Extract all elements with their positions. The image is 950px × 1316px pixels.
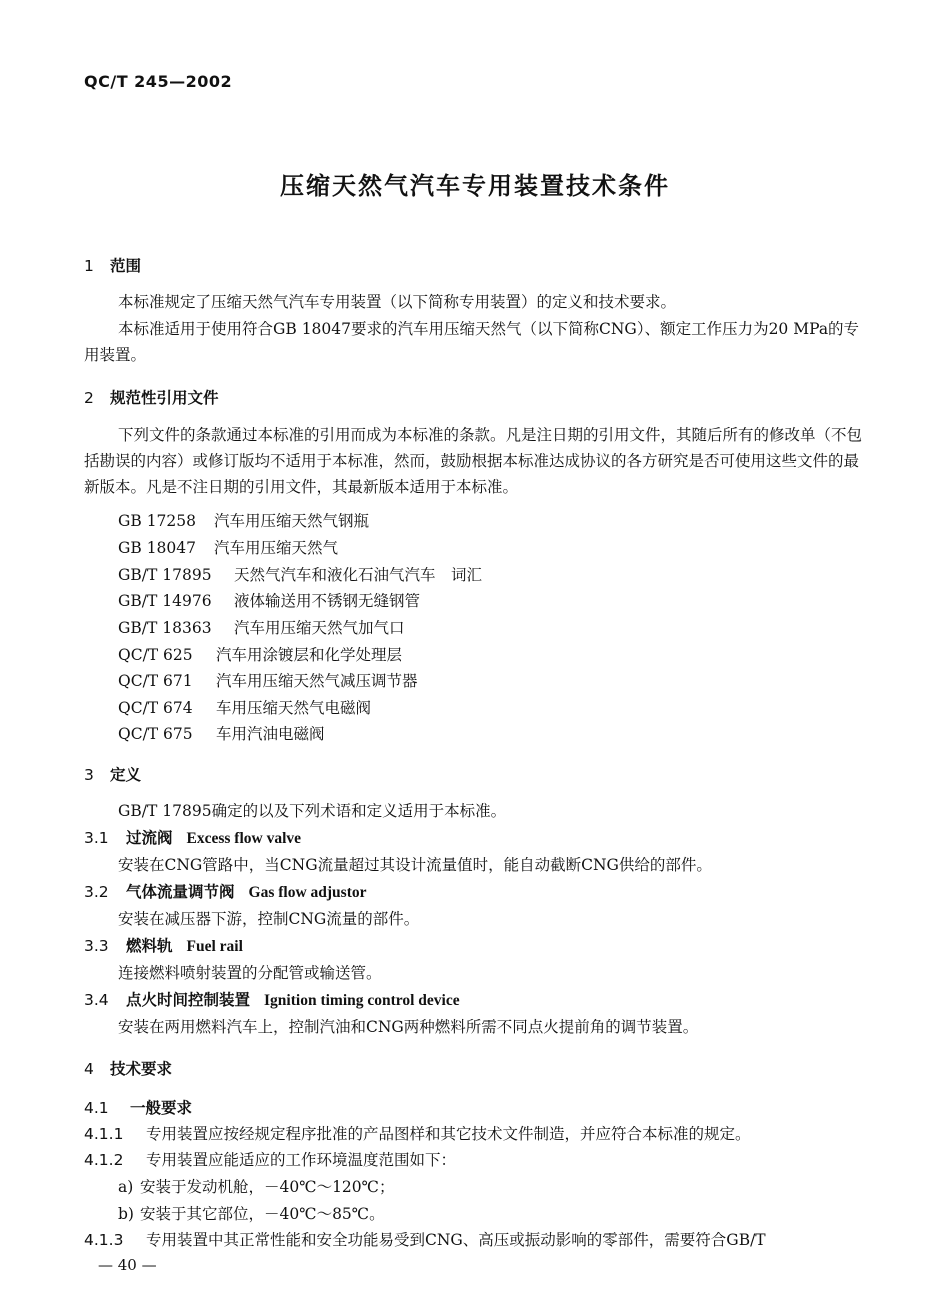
clause-number: 4.1.3 <box>84 1231 124 1249</box>
term-heading <box>84 934 243 956</box>
term-definition: 连接燃料喷射装置的分配管或输送管。 <box>118 964 382 982</box>
reference-name: 车用压缩天然气电磁阀 <box>216 699 372 717</box>
term-definition: 安装在减压器下游，控制CNG流量的部件。 <box>118 910 420 928</box>
clause-4-1-1 <box>84 1122 751 1144</box>
reference-code: QC/T 675 <box>118 725 193 743</box>
section-2-heading <box>84 386 219 408</box>
standard-code: QC/T 245—2002 <box>84 72 233 91</box>
term-chinese: 点火时间控制装置 <box>126 991 251 1009</box>
list-item <box>118 1175 395 1197</box>
section-title: 定义 <box>110 766 142 784</box>
page-number: — 40 — <box>98 1256 157 1274</box>
section-3-heading <box>84 763 141 785</box>
term-heading <box>84 826 301 848</box>
reference-item <box>118 722 325 744</box>
reference-name: 汽车用压缩天然气加气口 <box>234 619 405 637</box>
term-heading <box>84 988 460 1010</box>
section-number: 1 <box>84 257 94 275</box>
term-chinese: 过流阀 <box>126 829 173 847</box>
clause-4-1-3 <box>84 1228 766 1250</box>
document-title: 压缩天然气汽车专用装置技术条件 <box>280 172 670 200</box>
term-english: Excess flow valve <box>186 830 302 847</box>
term-number: 3.3 <box>84 937 109 955</box>
section-number: 3 <box>84 766 94 784</box>
reference-name: 汽车用压缩天然气钢瓶 <box>214 512 370 530</box>
list-label: b) <box>118 1205 134 1223</box>
reference-code: QC/T 671 <box>118 672 193 690</box>
clause-number: 4.1.2 <box>84 1151 124 1169</box>
term-number: 3.2 <box>84 883 109 901</box>
term-chinese: 气体流量调节阀 <box>126 883 235 901</box>
section-2-paragraph-1: 下列文件的条款通过本标准的引用而成为本标准的条款。凡是注日期的引用文件，其随后所有的修改单（不包括勘误的内容）或修订版均不适用于本标准，然而，鼓励根据本标准达成协议的各方研究是否可使用这些文件的最新版本。凡是不注日期的引用文件，其最新版本适用于本标准。 <box>84 426 863 496</box>
list-label: a) <box>118 1178 134 1196</box>
reference-item <box>118 589 420 611</box>
reference-item <box>118 509 369 531</box>
section-1-heading <box>84 254 141 276</box>
term-english: Ignition timing control device <box>264 992 460 1009</box>
section-title: 技术要求 <box>110 1060 173 1078</box>
reference-code: QC/T 625 <box>118 646 193 664</box>
section-title: 规范性引用文件 <box>110 389 219 407</box>
clause-text: 专用装置应按经规定程序批准的产品图样和其它技术文件制造，并应符合本标准的规定。 <box>146 1125 751 1143</box>
reference-code: GB/T 14976 <box>118 592 212 610</box>
section-3-paragraph-1: GB/T 17895确定的以及下列术语和定义适用于本标准。 <box>118 802 507 820</box>
term-english: Fuel rail <box>186 938 243 955</box>
term-chinese: 燃料轨 <box>126 937 173 955</box>
reference-code: GB 18047 <box>118 539 197 557</box>
section-1-paragraph-2: 本标准适用于使用符合GB 18047要求的汽车用压缩天然气（以下简称CNG）、额定工作压力为20 MPa的专用装置。 <box>84 320 860 364</box>
reference-item <box>118 643 402 665</box>
subsection-4-1-heading <box>84 1096 192 1118</box>
term-number: 3.4 <box>84 991 109 1009</box>
section-1-paragraph-1: 本标准规定了压缩天然气汽车专用装置（以下简称专用装置）的定义和技术要求。 <box>118 293 677 311</box>
reference-name: 汽车用压缩天然气 <box>214 539 339 557</box>
reference-code: GB 17258 <box>118 512 197 530</box>
list-text: 安装于发动机舱，－40℃～120℃； <box>140 1178 395 1196</box>
reference-name: 车用汽油电磁阀 <box>216 725 325 743</box>
reference-name: 天然气汽车和液化石油气汽车 词汇 <box>234 566 483 584</box>
section-number: 4 <box>84 1060 94 1078</box>
term-heading <box>84 880 367 902</box>
reference-name: 汽车用压缩天然气减压调节器 <box>216 672 418 690</box>
term-definition: 安装在两用燃料汽车上，控制汽油和CNG两种燃料所需不同点火提前角的调节装置。 <box>118 1018 699 1036</box>
reference-name: 汽车用涂镀层和化学处理层 <box>216 646 403 664</box>
section-number: 2 <box>84 389 94 407</box>
clause-4-1-2 <box>84 1148 456 1170</box>
reference-code: GB/T 17895 <box>118 566 212 584</box>
clause-number: 4.1.1 <box>84 1125 124 1143</box>
section-title: 范围 <box>110 257 142 275</box>
list-item <box>118 1202 385 1224</box>
subsection-number: 4.1 <box>84 1099 109 1117</box>
reference-item <box>118 696 371 718</box>
clause-text: 专用装置应能适应的工作环境温度范围如下： <box>146 1151 457 1169</box>
reference-item <box>118 616 405 638</box>
reference-item <box>118 669 418 691</box>
reference-item <box>118 536 338 558</box>
term-definition: 安装在CNG管路中，当CNG流量超过其设计流量值时，能自动截断CNG供给的部件。 <box>118 856 712 874</box>
term-number: 3.1 <box>84 829 109 847</box>
term-english: Gas flow adjustor <box>248 884 367 901</box>
reference-code: GB/T 18363 <box>118 619 212 637</box>
reference-item <box>118 563 482 585</box>
list-text: 安装于其它部位，－40℃～85℃。 <box>140 1205 385 1223</box>
reference-name: 液体输送用不锈钢无缝钢管 <box>234 592 421 610</box>
clause-text: 专用装置中其正常性能和安全功能易受到CNG、高压或振动影响的零部件，需要符合GB/T <box>146 1231 766 1249</box>
reference-code: QC/T 674 <box>118 699 193 717</box>
subsection-title: 一般要求 <box>130 1099 193 1117</box>
section-4-heading <box>84 1057 172 1079</box>
